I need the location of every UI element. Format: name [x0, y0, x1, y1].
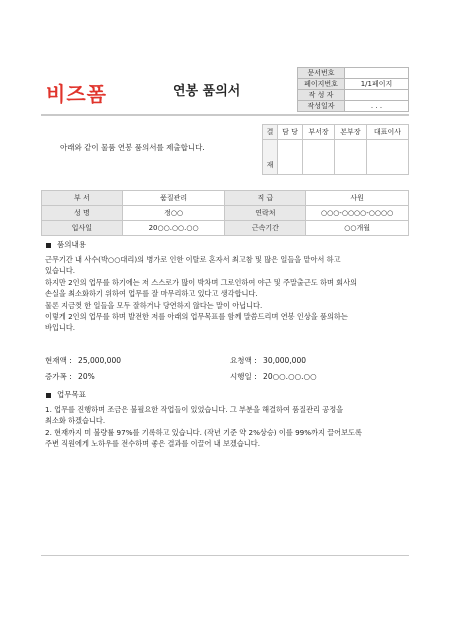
square-bullet-icon: [46, 243, 51, 248]
employee-info-table: [41, 190, 409, 236]
meta-row: [298, 68, 409, 79]
contact-label: 연락처: [225, 206, 306, 221]
header-divider: [41, 114, 409, 116]
goal-line: 최소화 하겠습니다.: [45, 416, 106, 426]
meta-label: 문서번호: [298, 68, 345, 79]
rank-value: 사원: [306, 191, 409, 206]
content-line: 하지만 2인의 업무를 하기에는 저 스스로가 많이 박차며 그로인하여 야근 및 주말출근도 하며 회사의: [45, 277, 358, 287]
meta-row: [298, 79, 409, 90]
effective-date: [230, 371, 317, 382]
content-line: 이렇게 2인의 업무를 하며 발전한 저를 아래의 업무목표를 함께 말씀드리며 연봉 인상을 품의하는: [45, 312, 348, 322]
section-heading-label: 업무목표: [57, 390, 86, 399]
meta-row: [298, 90, 409, 101]
salary-increase-label: 증가폭 :: [45, 372, 72, 381]
square-bullet-icon: [46, 393, 51, 398]
approval-role: 부서장: [303, 125, 335, 140]
salary-increase: [45, 371, 95, 382]
info-row: [42, 206, 409, 221]
meta-label: 작 성 자: [298, 90, 345, 101]
requested-salary: [230, 355, 306, 366]
goal-line: 1. 업무를 진행하며 조금은 불필요한 작업들이 있었습니다. 그 부분을 해결하여 품질관리 공정을: [45, 405, 344, 414]
approval-sign-box[interactable]: [303, 140, 335, 175]
approval-table: [262, 124, 409, 175]
meta-label: 페이지번호: [298, 79, 345, 90]
effective-date-value: 20○○.○○.○○: [263, 372, 317, 381]
approval-role-row: [263, 125, 409, 140]
requested-salary-value: 30,000,000: [263, 356, 306, 365]
goal-line: 2. 현재까지 미 불량률 97%를 기록하고 있습니다. (작년 기준 약 2%상승) 이를 99%까지 끌어보도록: [45, 427, 362, 437]
approval-sign-box[interactable]: [335, 140, 367, 175]
tenure-label: 근속기간: [225, 221, 306, 236]
meta-label: 작성일자: [298, 101, 345, 112]
join-label: 입사일: [42, 221, 123, 236]
request-statement: 아래와 같이 물품 연봉 품의서를 제출합니다.: [60, 143, 205, 152]
footer-divider: [41, 555, 409, 556]
current-salary-value: 25,000,000: [78, 356, 121, 365]
meta-value: . . .: [345, 101, 409, 112]
section-heading-content: [46, 239, 86, 250]
bizform-logo: 비즈폼: [46, 82, 107, 106]
join-value: 20○○.○○.○○: [122, 221, 225, 236]
approval-sign-box[interactable]: [278, 140, 303, 175]
meta-value: [345, 90, 409, 101]
content-line: 바입니다.: [45, 323, 76, 333]
current-salary: [45, 355, 121, 366]
page-title: 연봉 품의서: [173, 84, 241, 99]
approval-role: 본부장: [335, 125, 367, 140]
request-content: [45, 254, 357, 334]
content-line: 물론 지금껏 한 일들을 모두 잘하거나 당연하지 않다는 말이 아닙니다.: [45, 300, 263, 310]
dept-label: 부 서: [42, 191, 123, 206]
work-goals: [45, 404, 362, 450]
info-row: [42, 221, 409, 236]
requested-salary-label: 요청액 :: [230, 356, 257, 365]
approval-role: 대표이사: [366, 125, 408, 140]
section-heading-goals: [46, 389, 86, 400]
dept-value: 품질관리: [122, 191, 225, 206]
approval-sign-box[interactable]: [366, 140, 408, 175]
meta-row: [298, 101, 409, 112]
info-row: [42, 191, 409, 206]
effective-date-label: 시행일 :: [230, 372, 257, 381]
approval-role: 담 당: [278, 125, 303, 140]
content-line: 근무기간 내 사수(박○○대리)의 병가로 인한 이탈로 혼자서 최고참 및 많은 일들을 맡아서 하고: [45, 255, 341, 264]
goal-line: 주변 직원에게 노하우를 전수하며 좋은 결과를 이끌어 내 보겠습니다.: [45, 439, 260, 449]
document-meta-table: [297, 67, 409, 112]
current-salary-label: 현재액 :: [45, 356, 72, 365]
name-value: 정○○: [122, 206, 225, 221]
approval-sign-row: [263, 140, 409, 175]
approval-label-bottom: 재: [263, 140, 278, 175]
name-label: 성 명: [42, 206, 123, 221]
section-heading-label: 품의내용: [57, 240, 86, 249]
meta-value: 1/1페이지: [345, 79, 409, 90]
tenure-value: ○○개월: [306, 221, 409, 236]
salary-increase-value: 20%: [78, 372, 95, 381]
content-line: 있습니다.: [45, 266, 76, 276]
approval-label-top: 결: [263, 125, 278, 140]
contact-value: ○○○-○○○○-○○○○: [306, 206, 409, 221]
rank-label: 직 급: [225, 191, 306, 206]
meta-value: [345, 68, 409, 79]
content-line: 손실을 최소화하기 위하여 업무를 잘 마무리하고 있다고 생각합니다.: [45, 289, 258, 299]
